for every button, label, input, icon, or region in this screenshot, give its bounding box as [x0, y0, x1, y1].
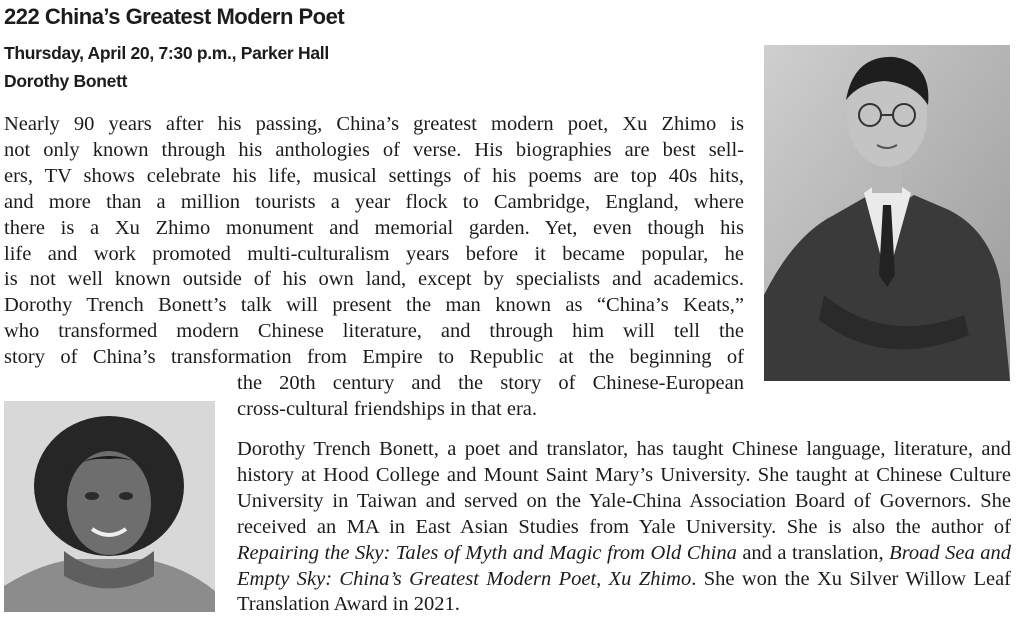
book-title: Broad Sea and Empty Sky: China’s Greatest Modern Poet, Xu Zhimo — [237, 541, 1012, 590]
text-line: and more than a million tourists a year flock to Cambridge, England, where — [4, 190, 744, 213]
description-paragraph — [4, 112, 744, 371]
speaker-photo — [4, 401, 215, 612]
text-line: story of China’s transformation from Empire to Republic at the beginning of — [4, 346, 744, 369]
bio-text: . She won the Xu Silver Willow Leaf Translation Award in 2021. — [237, 567, 1011, 616]
text-line: Dorothy Trench Bonett’s talk will present the man known as “China’s Keats,” — [4, 294, 744, 317]
poet-portrait-image — [764, 45, 1010, 381]
text-line: who transformed modern Chinese literature, and through him will tell the — [4, 320, 744, 343]
text-line: is not well known outside of his own land, except by specialists and academics. — [4, 268, 744, 291]
speaker-portrait-image — [4, 401, 215, 612]
text-line: there is a Xu Zhimo monument and memorial garden. Yet, even though his — [4, 216, 744, 239]
description-paragraph-continued — [237, 371, 744, 423]
bio-text: Dorothy Trench Bonett, a poet and translator, has taught Chinese language, literature, and history at Hood College and Mount Saint Mary’s University. She taught at Chinese Culture University in Taiwan and served on the Yale-China Association Board of Governors. She received an MA in East Asian Studies from Yale University. She is also the author of — [237, 438, 1011, 538]
event-datetime-location: Thursday, April 20, 7:30 p.m., Parker Hall — [4, 43, 329, 63]
book-title: Repairing the Sky: Tales of Myth and Magic from Old China — [237, 541, 737, 564]
text-line: the 20th century and the story of Chinese-European — [237, 372, 744, 394]
event-speaker: Dorothy Bonett — [4, 71, 128, 91]
text-line: Nearly 90 years after his passing, China’s greatest modern poet, Xu Zhimo is — [4, 113, 744, 135]
event-title: 222 China’s Greatest Modern Poet — [4, 4, 345, 29]
poet-photo — [764, 45, 1010, 381]
text-line: cross-cultural friendships in that era. — [237, 397, 538, 420]
bio-text: and a translation, — [736, 541, 890, 564]
speaker-bio — [237, 437, 1011, 618]
text-line: life and work promoted multi-culturalism years before it became popular, he — [4, 242, 744, 265]
text-line: ers, TV shows celebrate his life, musical settings of his poems are top 40s hits, — [4, 164, 744, 187]
text-line: not only known through his anthologies of verse. His biographies are best sell- — [4, 138, 744, 161]
